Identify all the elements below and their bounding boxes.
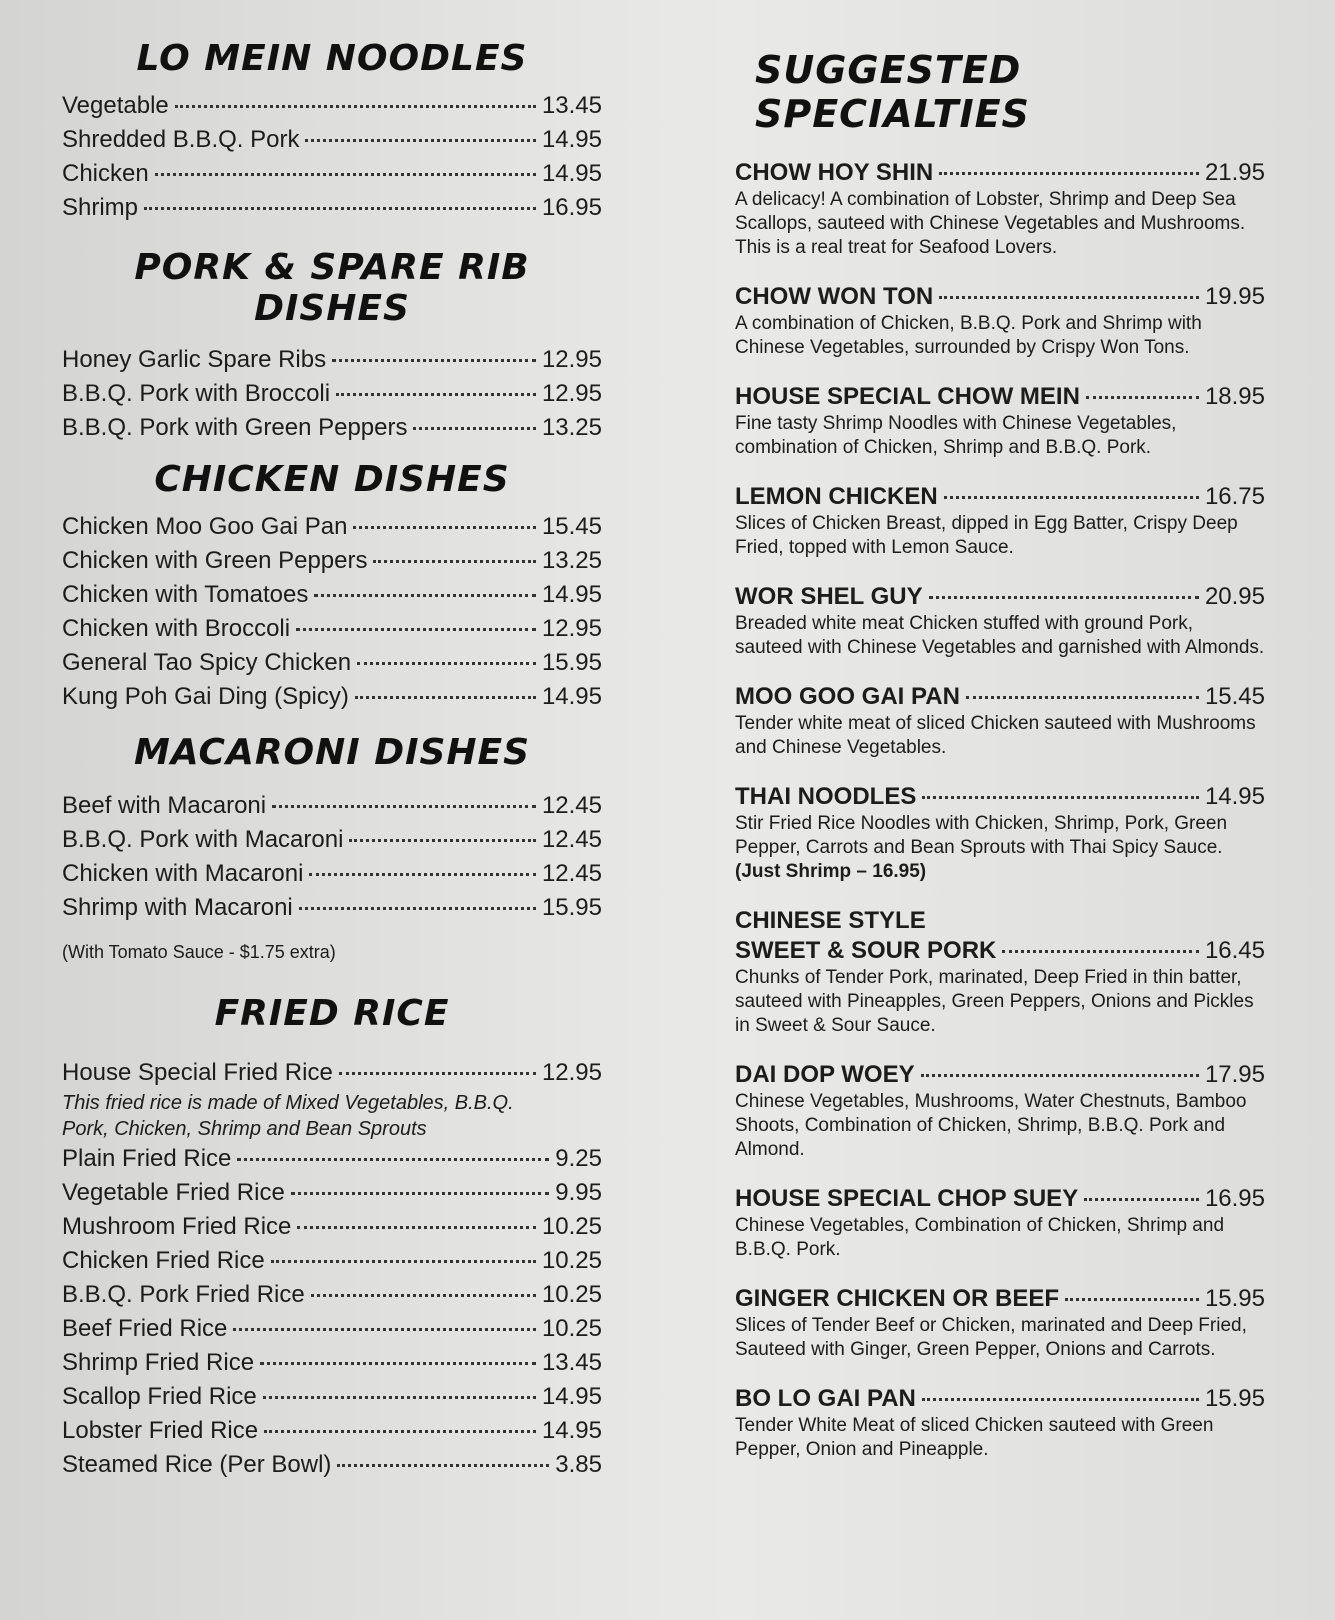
item-name: B.B.Q. Pork with Macaroni — [62, 826, 344, 853]
item-price: 14.95 — [541, 160, 602, 187]
specialty-item — [735, 582, 1265, 660]
item-price: 21.95 — [1204, 159, 1265, 186]
dot-leader — [966, 696, 1199, 699]
menu-item — [62, 343, 602, 377]
menu-item — [62, 612, 602, 646]
item-name: B.B.Q. Pork Fried Rice — [62, 1281, 305, 1308]
specialty-item — [735, 1060, 1265, 1162]
specialty-header — [735, 1060, 1265, 1090]
menu-item — [62, 1448, 602, 1482]
item-price: 20.95 — [1204, 583, 1265, 610]
specialty-header — [735, 936, 1265, 966]
item-name: Vegetable — [62, 92, 169, 119]
item-name: LEMON CHICKEN — [735, 483, 938, 510]
specialty-header — [735, 1384, 1265, 1414]
item-name: Chicken with Macaroni — [62, 860, 304, 887]
specialty-item — [735, 1184, 1265, 1262]
specialty-header — [735, 582, 1265, 612]
menu-item — [62, 1176, 602, 1210]
item-price: 10.25 — [541, 1281, 602, 1308]
item-price: 12.95 — [541, 346, 602, 373]
dot-leader — [1002, 950, 1199, 953]
dot-leader — [1084, 1198, 1199, 1201]
dot-leader — [337, 1464, 549, 1467]
right-column — [735, 48, 1265, 1462]
item-description: Slices of Tender Beef or Chicken, marinated and Deep Fried, Sauteed with Ginger, Green Pepper, Onions and Carrots. — [735, 1315, 1247, 1360]
dot-leader — [309, 873, 536, 876]
left-column — [62, 38, 602, 1482]
item-description: Fine tasty Shrimp Noodles with Chinese Vegetables, combination of Chicken, Shrimp and B.B.Q. Pork. — [735, 413, 1177, 458]
dot-leader — [921, 1074, 1199, 1077]
specialties-list — [735, 158, 1265, 1462]
item-price: 15.45 — [1204, 683, 1265, 710]
item-name: HOUSE SPECIAL CHOW MEIN — [735, 383, 1080, 410]
menu-item — [62, 1414, 602, 1448]
item-description: Tender White Meat of sliced Chicken sauteed with Green Pepper, Onion and Pineapple. — [735, 1415, 1214, 1460]
item-name: BO LO GAI PAN — [735, 1385, 916, 1412]
item-price: 14.95 — [541, 1417, 602, 1444]
specialty-item — [735, 1384, 1265, 1462]
dot-leader — [929, 596, 1199, 599]
item-name: Chicken Moo Goo Gai Pan — [62, 513, 348, 540]
section-title-macaroni: MACARONI DISHES — [133, 732, 531, 773]
menu-item — [62, 646, 602, 680]
dot-leader — [355, 696, 536, 699]
menu-item — [62, 1244, 602, 1278]
item-name: Chicken with Broccoli — [62, 615, 291, 642]
menu-item — [62, 1210, 602, 1244]
specialty-item — [735, 906, 1265, 1038]
fried-rice-list — [62, 1056, 602, 1482]
item-price: 12.95 — [541, 380, 602, 407]
item-price: 12.45 — [541, 792, 602, 819]
specialty-item — [735, 782, 1265, 884]
item-name: Plain Fried Rice — [62, 1145, 232, 1172]
menu-item — [62, 1142, 602, 1176]
specialty-header — [735, 1284, 1265, 1314]
item-price: 12.45 — [541, 826, 602, 853]
dot-leader — [144, 207, 536, 210]
menu-item — [62, 1346, 602, 1380]
dot-leader — [297, 1226, 536, 1229]
item-name: Steamed Rice (Per Bowl) — [62, 1451, 332, 1478]
dot-leader — [332, 359, 536, 362]
dot-leader — [413, 427, 535, 430]
item-name: Beef with Macaroni — [62, 792, 267, 819]
item-price: 16.95 — [541, 194, 602, 221]
item-price: 13.25 — [541, 414, 602, 441]
item-name: Beef Fried Rice — [62, 1315, 228, 1342]
dot-leader — [233, 1328, 536, 1331]
section-title-chicken: CHICKEN DISHES — [154, 459, 510, 500]
item-price: 9.25 — [555, 1145, 602, 1172]
chicken-list — [62, 510, 602, 714]
dot-leader — [263, 1396, 536, 1399]
dot-leader — [260, 1362, 536, 1365]
specialty-item — [735, 482, 1265, 560]
item-price: 16.75 — [1204, 483, 1265, 510]
item-name: B.B.Q. Pork with Green Peppers — [62, 414, 408, 441]
item-name: Chicken — [62, 160, 149, 187]
menu-item — [62, 823, 602, 857]
item-name: Scallop Fried Rice — [62, 1383, 257, 1410]
section-title-pork: PORK & SPARE RIB DISHES — [134, 247, 530, 329]
item-name: B.B.Q. Pork with Broccoli — [62, 380, 331, 407]
specialty-header — [735, 1184, 1265, 1214]
item-price: 12.95 — [541, 1059, 602, 1086]
item-price: 15.95 — [1204, 1385, 1265, 1412]
dot-leader — [944, 496, 1199, 499]
dot-leader — [291, 1192, 549, 1195]
section-title-lo-mein: LO MEIN NOODLES — [136, 38, 528, 79]
item-description — [735, 812, 1265, 884]
dot-leader — [939, 296, 1199, 299]
dot-leader — [272, 805, 536, 808]
item-name: CHOW WON TON — [735, 283, 934, 310]
menu-item — [62, 857, 602, 891]
item-price: 15.95 — [541, 894, 602, 921]
item-price: 10.25 — [541, 1213, 602, 1240]
item-name: Vegetable Fried Rice — [62, 1179, 285, 1206]
item-name: House Special Fried Rice — [62, 1059, 333, 1086]
item-name: Chicken with Green Peppers — [62, 547, 368, 574]
item-name: GINGER CHICKEN OR BEEF — [735, 1285, 1060, 1312]
specialty-item — [735, 158, 1265, 260]
item-price: 14.95 — [1204, 783, 1265, 810]
dot-leader — [299, 907, 536, 910]
item-price: 10.25 — [541, 1247, 602, 1274]
item-description: Slices of Chicken Breast, dipped in Egg Batter, Crispy Deep Fried, topped with Lemon Sauce. — [735, 513, 1238, 558]
item-price: 12.45 — [541, 860, 602, 887]
specialty-header — [735, 282, 1265, 312]
item-price: 14.95 — [541, 126, 602, 153]
item-price: 14.95 — [541, 1383, 602, 1410]
dot-leader — [922, 1398, 1199, 1401]
item-name: General Tao Spicy Chicken — [62, 649, 352, 676]
menu-item — [62, 191, 602, 225]
item-price: 13.25 — [541, 547, 602, 574]
item-price: 15.45 — [541, 513, 602, 540]
dot-leader — [237, 1158, 549, 1161]
item-price: 9.95 — [555, 1179, 602, 1206]
menu-item — [62, 411, 602, 445]
dot-leader — [264, 1430, 536, 1433]
item-description: A delicacy! A combination of Lobster, Shrimp and Deep Sea Scallops, sauteed with Chinese Vegetables and Mushrooms. This is a real treat for Seafood Lovers. — [735, 189, 1246, 258]
item-name: Chicken Fried Rice — [62, 1247, 265, 1274]
dot-leader — [349, 839, 536, 842]
item-description: Chinese Vegetables, Combination of Chicken, Shrimp and B.B.Q. Pork. — [735, 1215, 1225, 1260]
dot-leader — [1086, 396, 1199, 399]
item-name: CHOW HOY SHIN — [735, 159, 934, 186]
item-price: 13.45 — [541, 92, 602, 119]
specialty-item — [735, 1284, 1265, 1362]
item-name: DAI DOP WOEY — [735, 1061, 915, 1088]
item-name: Shrimp Fried Rice — [62, 1349, 255, 1376]
item-name: MOO GOO GAI PAN — [735, 683, 960, 710]
item-name: THAI NOODLES — [735, 783, 917, 810]
lo-mein-list — [62, 89, 602, 225]
item-name: SWEET & SOUR PORK — [735, 937, 997, 964]
item-price: 10.25 — [541, 1315, 602, 1342]
menu-item — [62, 680, 602, 714]
item-description-text: Stir Fried Rice Noodles with Chicken, Shrimp, Pork, Green Pepper, Carrots and Bean Sprouts with Thai Spicy Sauce. — [735, 813, 1228, 858]
dot-leader — [373, 560, 535, 563]
dot-leader — [353, 526, 535, 529]
menu-item — [62, 1278, 602, 1312]
item-name: Shredded B.B.Q. Pork — [62, 126, 300, 153]
menu-item — [62, 1312, 602, 1346]
menu-item — [62, 578, 602, 612]
dot-leader — [339, 1072, 536, 1075]
dot-leader — [155, 173, 536, 176]
item-price: 14.95 — [541, 581, 602, 608]
menu-item — [62, 544, 602, 578]
menu-item — [62, 89, 602, 123]
item-description: Chinese Vegetables, Mushrooms, Water Chestnuts, Bamboo Shoots, Combination of Chicken, Shrimp, B.B.Q. Pork and Almond. — [735, 1091, 1247, 1160]
specialty-item — [735, 682, 1265, 760]
specialty-header — [735, 158, 1265, 188]
dot-leader — [311, 1294, 536, 1297]
item-price: 19.95 — [1204, 283, 1265, 310]
menu-item — [62, 510, 602, 544]
fried-rice-note: This fried rice is made of Mixed Vegetables, B.B.Q. Pork, Chicken, Shrimp and Bean Sprouts — [62, 1092, 514, 1140]
menu-item — [62, 157, 602, 191]
menu-item — [62, 789, 602, 823]
item-description: Chunks of Tender Pork, marinated, Deep Fried in thin batter, sauteed with Pineapples, Green Peppers, Onions and Pickles in Sweet & Sour Sauce. — [735, 967, 1254, 1036]
item-price: 16.95 — [1204, 1185, 1265, 1212]
menu-item — [62, 891, 602, 925]
specialty-header — [735, 482, 1265, 512]
specialty-header — [735, 782, 1265, 812]
item-name: Shrimp — [62, 194, 139, 221]
dot-leader — [305, 139, 535, 142]
specialty-header — [735, 382, 1265, 412]
item-extra-price: (Just Shrimp – 16.95) — [735, 861, 927, 882]
item-price: 3.85 — [555, 1451, 602, 1478]
item-price: 13.45 — [541, 1349, 602, 1376]
item-price: 16.45 — [1204, 937, 1265, 964]
item-name: Mushroom Fried Rice — [62, 1213, 292, 1240]
menu-item — [62, 1380, 602, 1414]
item-name: WOR SHEL GUY — [735, 583, 923, 610]
dot-leader — [1065, 1298, 1199, 1301]
menu-item — [62, 377, 602, 411]
specialty-item — [735, 382, 1265, 460]
menu-item — [62, 1056, 602, 1090]
item-description: Breaded white meat Chicken stuffed with ground Pork, sauteed with Chinese Vegetables and garnished with Almonds. — [735, 613, 1265, 658]
dot-leader — [939, 172, 1199, 175]
item-price: 18.95 — [1204, 383, 1265, 410]
item-name: Honey Garlic Spare Ribs — [62, 346, 327, 373]
menu-item — [62, 123, 602, 157]
specialty-item — [735, 282, 1265, 360]
item-price: 15.95 — [1204, 1285, 1265, 1312]
dot-leader — [357, 662, 536, 665]
item-description: Tender white meat of sliced Chicken sauteed with Mushrooms and Chinese Vegetables. — [735, 713, 1256, 758]
dot-leader — [336, 393, 536, 396]
dot-leader — [271, 1260, 536, 1263]
item-price: 12.95 — [541, 615, 602, 642]
pork-list — [62, 343, 602, 445]
specialty-header — [735, 682, 1265, 712]
item-description: A combination of Chicken, B.B.Q. Pork and Shrimp with Chinese Vegetables, surrounded by Crispy Won Tons. — [735, 313, 1202, 358]
item-price: 14.95 — [541, 683, 602, 710]
dot-leader — [922, 796, 1199, 799]
macaroni-note: (With Tomato Sauce - $1.75 extra) — [62, 942, 336, 962]
macaroni-list — [62, 789, 602, 965]
item-price: 17.95 — [1204, 1061, 1265, 1088]
item-name: Shrimp with Macaroni — [62, 894, 293, 921]
item-name: HOUSE SPECIAL CHOP SUEY — [735, 1185, 1079, 1212]
item-name: Chicken with Tomatoes — [62, 581, 309, 608]
dot-leader — [296, 628, 536, 631]
dot-leader — [314, 594, 536, 597]
item-name-prefix: CHINESE STYLE — [735, 907, 926, 934]
item-name: Lobster Fried Rice — [62, 1417, 259, 1444]
dot-leader — [175, 105, 536, 108]
item-name: Kung Poh Gai Ding (Spicy) — [62, 683, 349, 710]
section-title-specialties: SUGGESTED SPECIALTIES — [755, 48, 1030, 136]
section-title-fried-rice: FRIED RICE — [214, 993, 450, 1034]
item-price: 15.95 — [541, 649, 602, 676]
